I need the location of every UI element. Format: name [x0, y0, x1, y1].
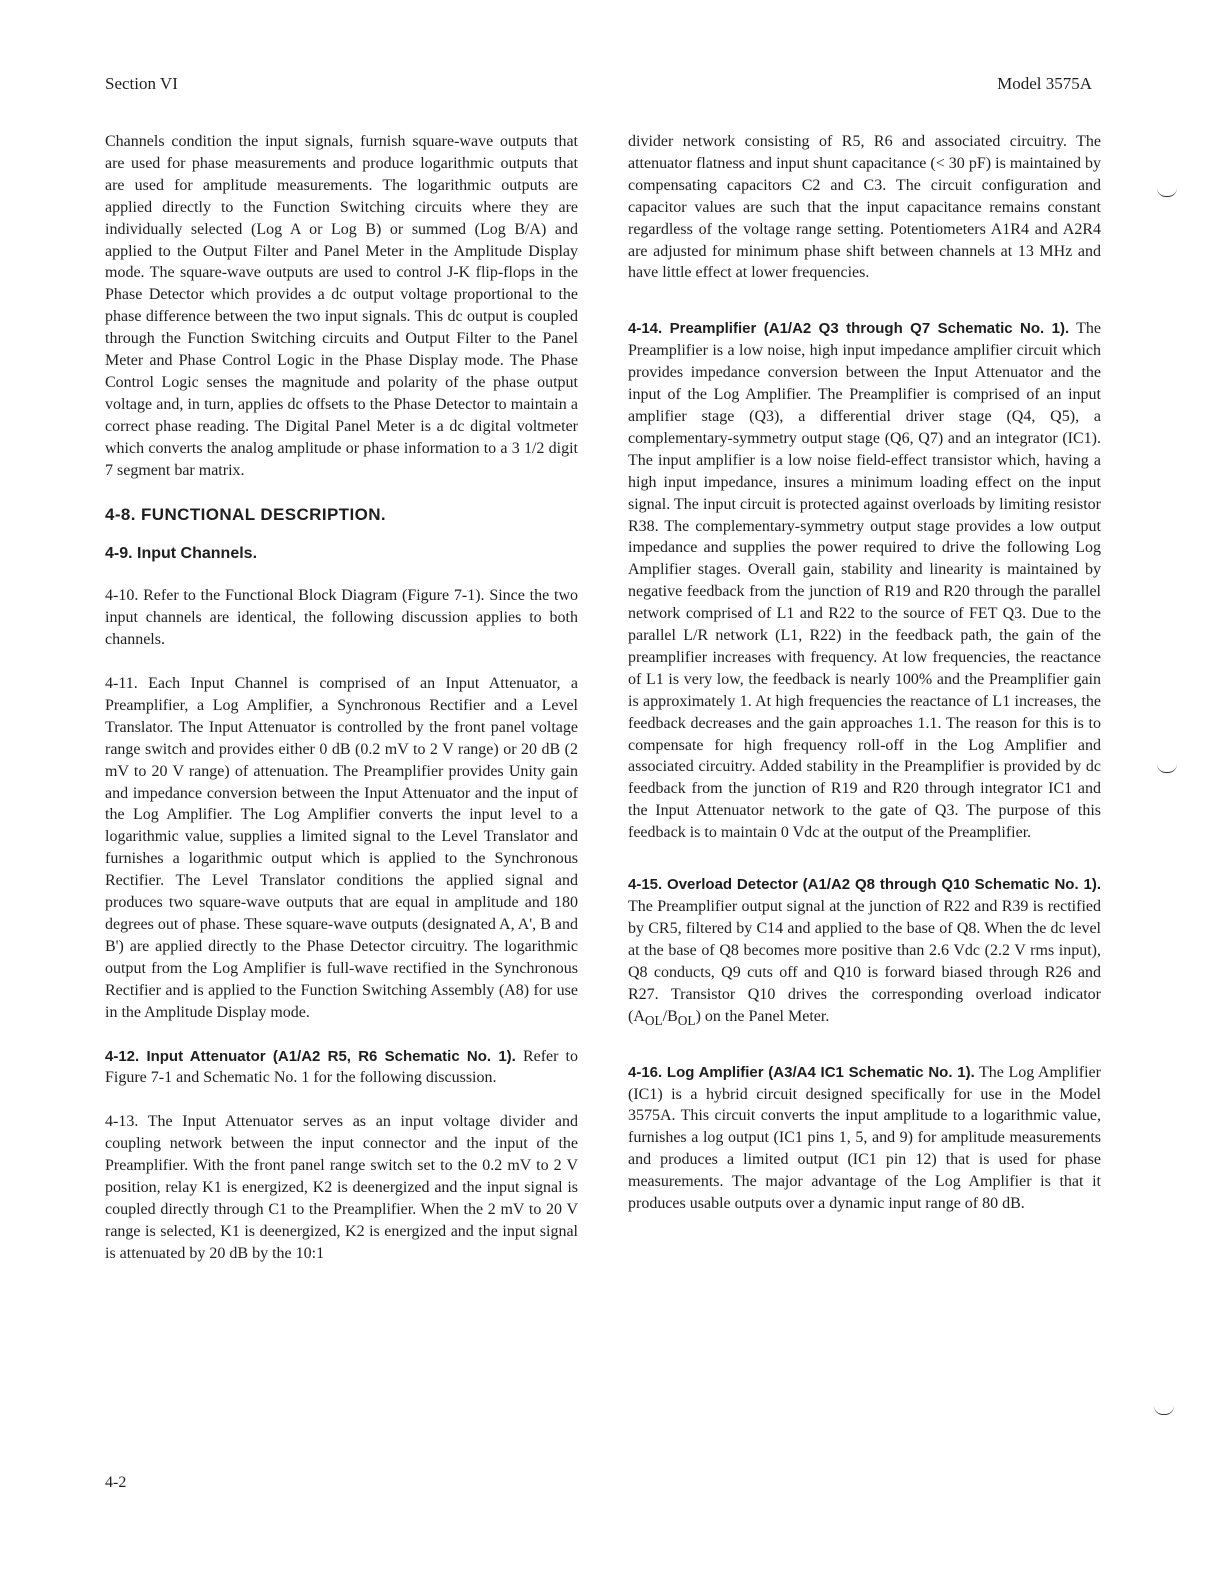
- paragraph-intro: Channels condition the input signals, furnish square-wave outputs that are used for phase measurements and produce logarithmic outputs that are used for amplitude measurements. The logarithmic outputs are applied directly to the Function Switching circuits where they are individually selected (Log A or Log B) or summed (Log B/A) and applied to the Output Filter and Panel Meter in the Amplitude Display mode. The square-wave outputs are used to control J-K flip-flops in the Phase Detector which provides a dc output voltage proportional to the phase difference between the two input signals. This dc output is coupled through the Function Switching circuits and Output Filter to the Panel Meter and Phase Control Logic in the Phase Display mode. The Phase Control Logic senses the magnitude and polarity of the phase output voltage and, in turn, applies dc offsets to the Phase Detector to maintain a correct phase reading. The Digital Panel Meter is a dc digital voltmeter which converts the analog amplitude or phase information to a 3 1/2 digit 7 segment bar matrix.: [105, 133, 578, 479]
- paragraph-4-16: [628, 1062, 1101, 1215]
- run-in-heading-4-12: 4-12. Input Attenuator (A1/A2 R5, R6 Schematic No. 1).: [105, 1047, 516, 1065]
- paragraph-4-14-body: The Preamplifier is a low noise, high input impedance amplifier circuit which provides impedance conversion between the Input Attenuator and the input of the Log Amplifier. The Preamplifier is comprised of an input amplifier stage (Q3), a differential driver stage (Q4, Q5), a complementary-symmetry output stage (Q6, Q7) and an integrator (IC1). The input amplifier is a low noise field-effect transistor which, having a high input impedance, insures a minimum loading effect on the input signal. The input circuit is protected against overloads by limiting resistor R38. The complementary-symmetry output stage provides a low output impedance and supplies the power required to drive the following Log Amplifier stages. Overall gain, stability and linearity is maintained by negative feedback from the junction of R19 and R20 through the parallel network comprised of L1 and R22 to the source of FET Q3. Due to the parallel L/R network (L1, R22) in the feedback path, the gain of the preamplifier increases with frequency. At low frequencies, the reactance of L1 is very low, the feedback is nearly 100% and the Preamplifier gain is approximately 1. At high frequencies the reactance of L1 increases, the feedback decreases and the gain approaches 1.1. The reason for this is to compensate for high frequency roll-off in the Log Amplifier and associated circuitry. Added stability in the Preamplifier is provided by dc feedback from the junction of R19 and R20 through integrator IC1 and the Input Attenuator network to the gate of Q3. The purpose of this feedback is to maintain 0 Vdc at the output of the Preamplifier.: [628, 320, 1101, 842]
- paragraph-4-15: [628, 874, 1101, 1032]
- run-in-heading-4-15: 4-15. Overload Detector (A1/A2 Q8 through Q10 Schematic No. 1).: [628, 876, 1101, 894]
- paragraph-4-10: 4-10. Refer to the Functional Block Diagram (Figure 7-1). Since the two input channels are identical, the following discussion applies to both channels.: [105, 587, 578, 649]
- heading-input-channels: 4-9. Input Channels.: [105, 545, 258, 563]
- run-in-heading-4-16: 4-16. Log Amplifier (A3/A4 IC1 Schematic No. 1).: [628, 1063, 975, 1081]
- section-label: Section VI: [105, 74, 178, 93]
- binder-hole-mark: [1157, 764, 1177, 773]
- paragraph-4-15-body-a: The Preamplifier output signal at the junction of R22 and R39 is rectified by CR5, filtered by C14 and applied to the base of Q8. When the dc level at the base of Q8 becomes more positive than 2.6 Vdc (2.2 V rms input), Q8 conducts, Q9 cuts off and Q10 is forward biased through R26 and R27. Transistor Q10 drives the corresponding overload indicator (: [628, 898, 1101, 1025]
- run-in-heading-4-14: 4-14. Preamplifier (A1/A2 Q3 through Q7 Schematic No. 1).: [628, 320, 1070, 338]
- paragraph-4-13: 4-13. The Input Attenuator serves as an input voltage divider and coupling network between the input connector and the input of the Preamplifier. With the front panel range switch set to the 0.2 mV to 2 V position, relay K1 is energized, K2 is deenergized and the input signal is coupled directly through C1 to the Preamplifier. When the 2 mV to 20 V range is selected, K1 is deenergized, K2 is energized and the input signal is attenuated by 20 dB by the 10:1: [105, 1113, 578, 1262]
- paragraph-4-14: [628, 318, 1101, 844]
- overload-symbol: $A_{OL}/B_{OL}$: [633, 1007, 696, 1028]
- right-column: [628, 131, 1101, 1237]
- binder-hole-mark: [1154, 1406, 1174, 1415]
- left-column: [105, 131, 578, 1287]
- paragraph-4-12: [105, 1046, 578, 1090]
- model-label: Model 3575A: [997, 74, 1092, 93]
- paragraph-4-13-continued: divider network consisting of R5, R6 and associated circuitry. The attenuator flatness and input shunt capacitance (< 30 pF) is maintained by compensating capacitors C2 and C3. The circuit configuration and capacitor values are such that the input capacitance remains constant regardless of the voltage range setting. Potentiometers A1R4 and A2R4 are adjusted for minimum phase shift between channels at 13 MHz and have little effect at lower frequencies.: [628, 133, 1101, 282]
- paragraph-4-15-body-b: ) on the Panel Meter.: [695, 1007, 830, 1025]
- binder-hole-mark: [1157, 188, 1177, 197]
- paragraph-4-11: 4-11. Each Input Channel is comprised of an Input Attenuator, a Preamplifier, a Log Amplifier, a Synchronous Rectifier and a Level Translator. The Input Attenuator is controlled by the front panel voltage range switch and provides either 0 dB (0.2 mV to 2 V range) or 20 dB (2 mV to 20 V range) of attenuation. The Preamplifier provides Unity gain and impedance conversion between the Input Attenuator and the input of the Log Amplifier. The Log Amplifier converts the input level to a logarithmic value, supplies a limited signal to the Level Translator and furnishes a logarithmic output which is applied to the Synchronous Rectifier. The Level Translator conditions the applied signal and produces two square-wave outputs that are equal in amplitude and 180 degrees out of phase. These square-wave outputs (designated A, A', B and B') are applied directly to the Phase Detector circuitry. The logarithmic output from the Log Amplifier is full-wave rectified in the Synchronous Rectifier and is applied to the Function Switching Assembly (A8) for use in the Amplitude Display mode.: [105, 675, 578, 1021]
- heading-functional-description: 4-8. FUNCTIONAL DESCRIPTION.: [105, 504, 387, 524]
- page-number: 4-2: [105, 1474, 127, 1491]
- paragraph-4-16-body: The Log Amplifier (IC1) is a hybrid circuit designed specifically for use in the Model 3575A. This circuit converts the input amplitude to a logarithmic value, furnishes a log output (IC1 pins 1, 5, and 9) for amplitude measurements and produces a limited output (IC1 pin 12) that is used for phase measurements. The major advantage of the Log Amplifier is that it produces usable outputs over a dynamic input range of 80 dB.: [628, 1063, 1101, 1213]
- paragraph-4-12-body: Refer to Figure 7-1 and Schematic No. 1 for the following discussion.: [105, 1047, 579, 1087]
